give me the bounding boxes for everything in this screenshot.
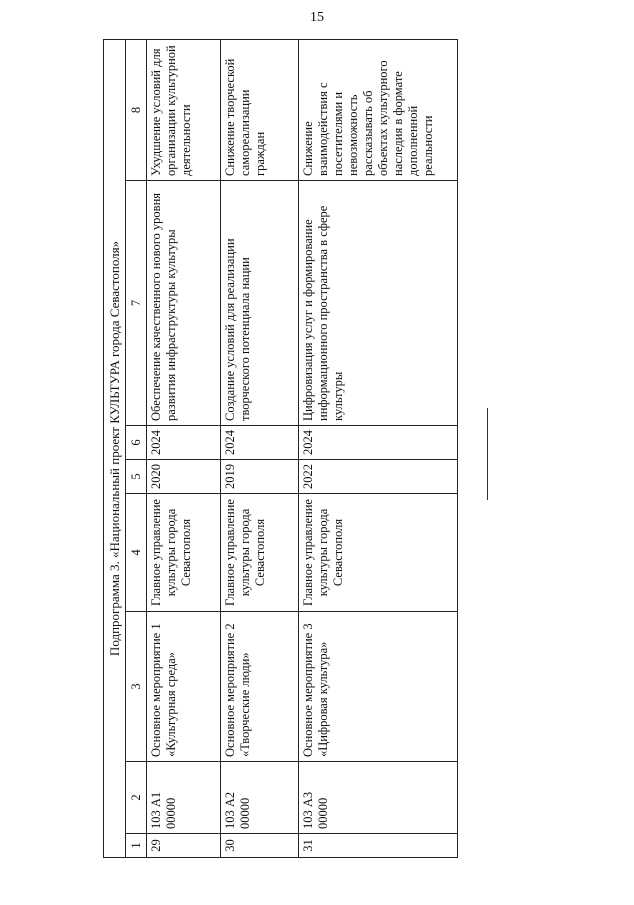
consequences: Снижение взаимодействия с посетителями и невозможность рассказывать об объектах культурного наследия в формате дополненной реальности — [298, 39, 457, 180]
expected-result: Обеспечение качественного нового уровня развития инфраструктуры культуры — [147, 181, 220, 426]
table-row — [147, 39, 220, 857]
activity-name: Основное мероприятие 2 «Творческие люди» — [220, 612, 298, 762]
table-row — [220, 39, 298, 857]
responsible-executor: Главное управление культуры города Севастополя — [220, 494, 298, 612]
col-header-2: 2 — [125, 762, 147, 834]
end-year: 2024 — [220, 426, 298, 460]
table-container — [103, 40, 458, 858]
responsible-executor: Главное управление культуры города Севастополя — [298, 494, 457, 612]
row-number: 31 — [298, 834, 457, 858]
start-year: 2019 — [220, 460, 298, 494]
page-number: 15 — [310, 10, 324, 25]
col-header-8: 8 — [125, 39, 147, 180]
column-number-row — [125, 39, 147, 857]
col-header-7: 7 — [125, 181, 147, 426]
program-table — [103, 39, 458, 858]
consequences: Ухудшение условий для организации культурной деятельности — [147, 39, 220, 180]
budget-code: 103 А2 00000 — [220, 762, 298, 834]
col-header-3: 3 — [125, 612, 147, 762]
activity-name: Основное мероприятие 1 «Культурная среда» — [147, 612, 220, 762]
col-header-6: 6 — [125, 426, 147, 460]
col-header-1: 1 — [125, 834, 147, 858]
expected-result: Создание условий для реализации творческого потенциала нации — [220, 181, 298, 426]
row-number: 29 — [147, 834, 220, 858]
consequences: Снижение творческой самореализации граждан — [220, 39, 298, 180]
table-title: Подпрограмма 3. «Национальный проект КУЛЬТУРА города Севастополя» — [104, 39, 126, 857]
responsible-executor: Главное управление культуры города Севастополя — [147, 494, 220, 612]
budget-code: 103 А1 00000 — [147, 762, 220, 834]
col-header-5: 5 — [125, 460, 147, 494]
expected-result: Цифровизация услуг и формирование информационного пространства в сфере культуры — [298, 181, 457, 426]
activity-name: Основное мероприятие 3 «Цифровая культура» — [298, 612, 457, 762]
budget-code: 103 А3 00000 — [298, 762, 457, 834]
end-year: 2024 — [298, 426, 457, 460]
table-row — [298, 39, 457, 857]
rotated-table — [103, 40, 458, 858]
col-header-4: 4 — [125, 494, 147, 612]
row-number: 30 — [220, 834, 298, 858]
start-year: 2020 — [147, 460, 220, 494]
table-title-row — [104, 39, 126, 857]
separator-line — [487, 408, 488, 500]
end-year: 2024 — [147, 426, 220, 460]
start-year: 2022 — [298, 460, 457, 494]
